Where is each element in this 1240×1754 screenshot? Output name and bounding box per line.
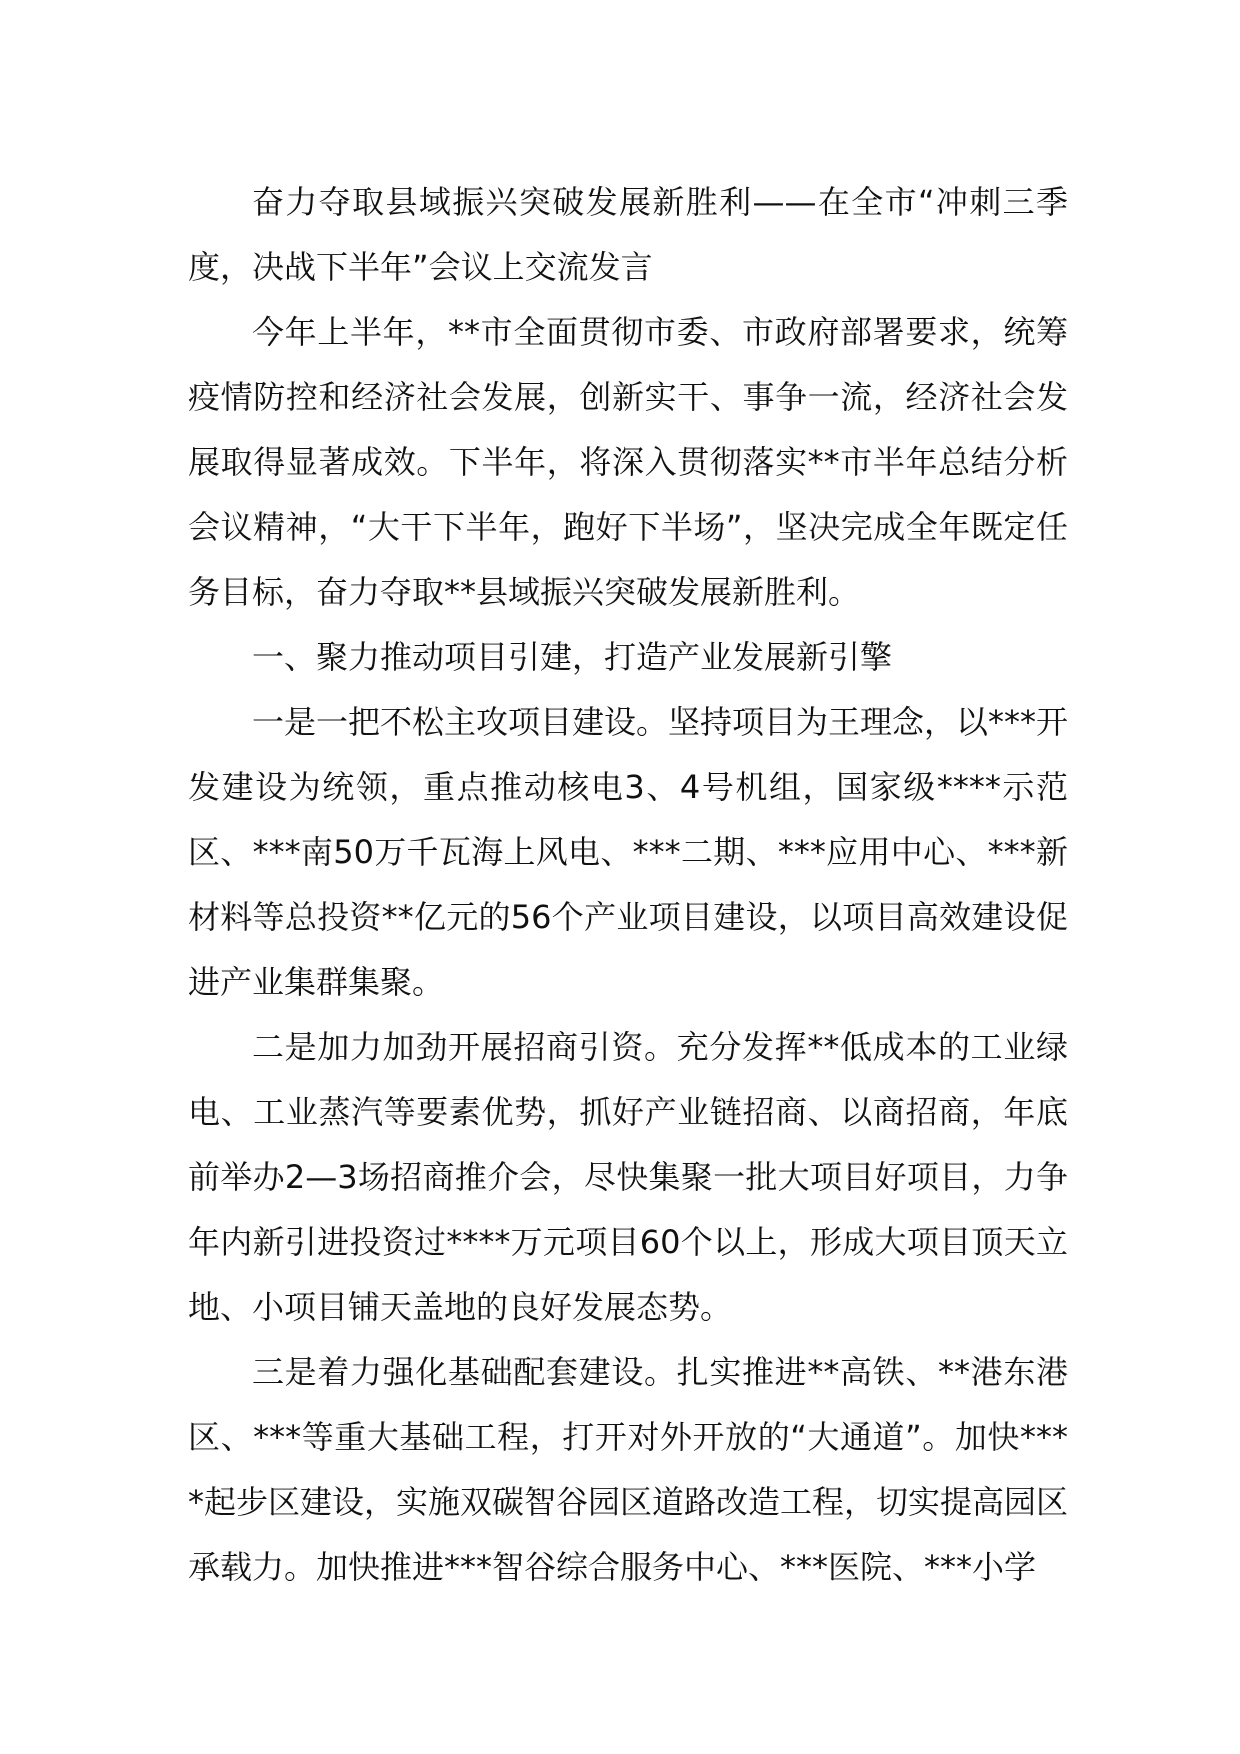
- paragraph-item-1: 一是一把不松主攻项目建设。坚持项目为王理念，以***开发建设为统领，重点推动核电3、4号机组，国家级****示范区、***南50万千瓦海上风电、***二期、***应用中心、***新材料等总投资**亿元的56个产业项目建设，以项目高效建设促进产业集群集聚。: [188, 703, 1069, 1001]
- paragraph-intro: 今年上半年，**市全面贯彻市委、市政府部署要求，统筹疫情防控和经济社会发展，创新实干、事争一流，经济社会发展取得显著成效。下半年，将深入贯彻落实**市半年总结分析会议精神，“大干下半年，跑好下半场”，坚决完成全年既定任务目标，奋力夺取**县域振兴突破发展新胜利。: [188, 313, 1068, 611]
- paragraph-item-2: 二是加力加劲开展招商引资。充分发挥**低成本的工业绿电、工业蒸汽等要素优势，抓好产业链招商、以商招商，年底前举办2—3场招商推介会，尽快集聚一批大项目好项目，力争年内新引进投资过****万元项目60个以上，形成大项目顶天立地、小项目铺天盖地的良好发展态势。: [188, 1028, 1068, 1326]
- document-title: 奋力夺取县域振兴突破发展新胜利——在全市“冲刺三季度，决战下半年”会议上交流发言: [188, 183, 1068, 286]
- document-body: [188, 170, 1068, 1600]
- section-heading-1: 一、聚力推动项目引建，打造产业发展新引擎: [252, 638, 893, 676]
- paragraph-item-3: 三是着力强化基础配套建设。扎实推进**高铁、**港东港区、***等重大基础工程，打开对外开放的“大通道”。加快****起步区建设，实施双碳智谷园区道路改造工程，切实提高园区承载力。加快推进***智谷综合服务中心、***医院、***小学: [188, 1353, 1069, 1586]
